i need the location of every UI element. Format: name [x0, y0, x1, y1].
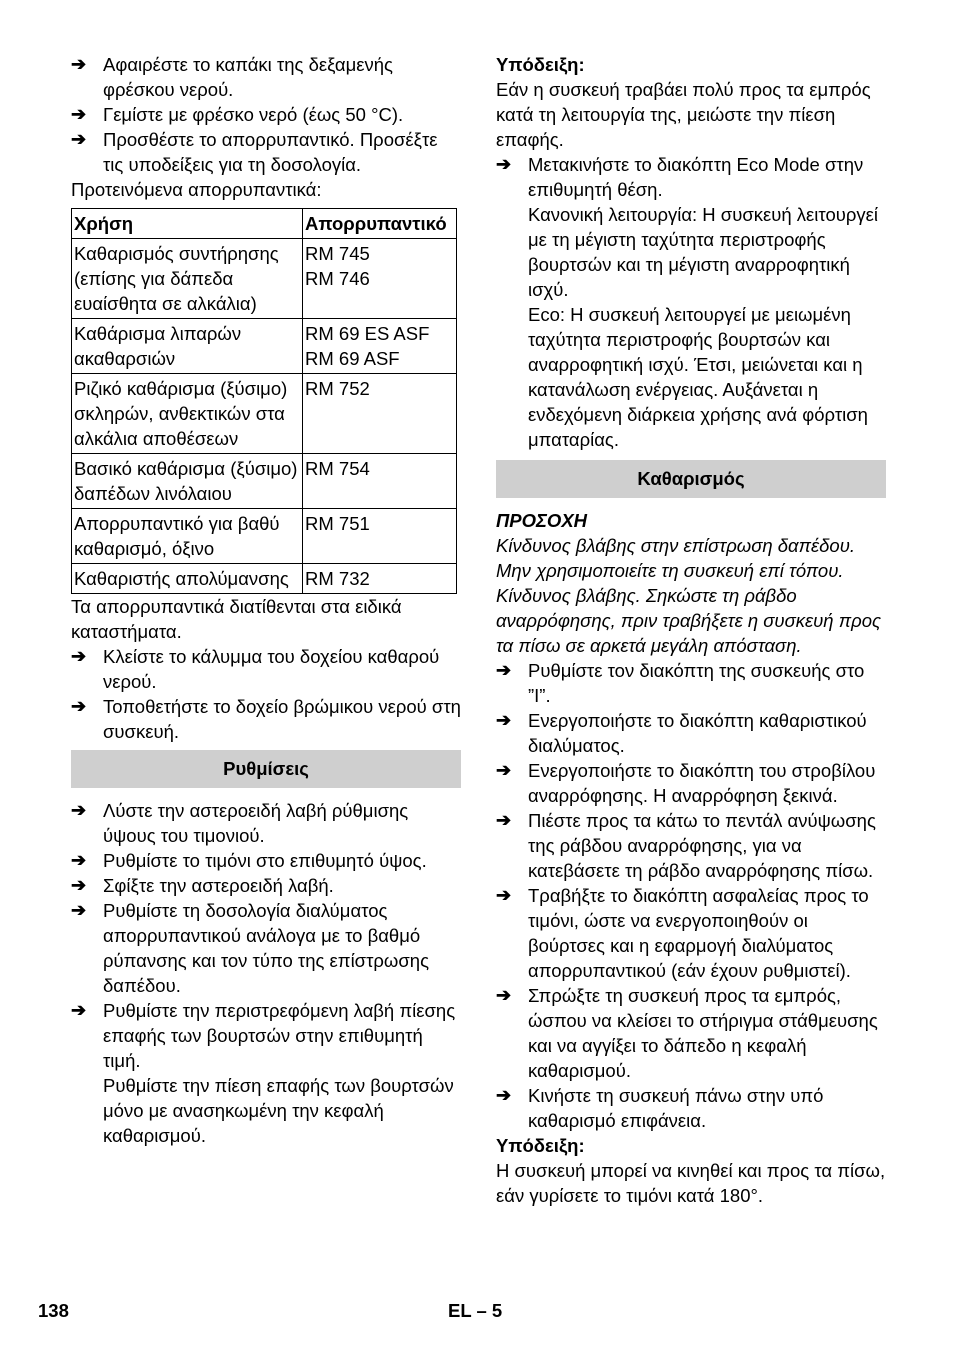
arrow-right-icon: ➔: [496, 985, 512, 1005]
cell-detergent: RM 752: [303, 374, 457, 454]
cleaning-heading: Καθαρισμός: [496, 460, 886, 498]
list-item: ➔ Κλείστε το κάλυμμα του δοχείου καθαρού νερού.: [71, 646, 440, 692]
arrow-right-icon: ➔: [71, 875, 87, 895]
list-item: ➔ Ρυθμίστε το τιμόνι στο επιθυμητό ύψος.: [71, 850, 427, 871]
eco-normal-mode: Κανονική λειτουργία: Η συσκευή λειτουργεί με τη μέγιστη ταχύτητα περιστροφής βουρτσών και τη μέγιστη αναρροφητική ισχύ.: [528, 204, 878, 300]
right-column: [496, 52, 886, 1208]
list-item: ➔ Κινήστε τη συσκευή πάνω στην υπό καθαρισμό επιφάνεια.: [496, 1085, 824, 1131]
cell-detergent: RM 745 RM 746: [303, 239, 457, 319]
list-item: ➔ Τραβήξτε το διακόπτη ασφαλείας προς το τιμόνι, ώστε να ενεργοποιηθούν οι βούρτσες και η εφαρμογή διαλύματος απορρυπαντικού (εάν έχουν ρυθμιστεί).: [496, 885, 869, 981]
availability-note: Τα απορρυπαντικά διατίθενται στα ειδικά καταστήματα.: [71, 596, 402, 642]
eco-mode: Eco: Η συσκευή λειτουργεί με μειωμένη ταχύτητα περιστροφής βουρτσών και αναρροφητική ισχύ. Έτσι, μειώνεται και η κατανάλωση ενέργειας. Αυξάνεται η ενδεχόμενη διάρκεια χρήσης ανά φόρτιση μπαταρίας.: [528, 304, 868, 450]
table-header-row: [72, 209, 457, 239]
arrow-right-icon: ➔: [496, 1085, 512, 1105]
settings-list: [71, 798, 461, 1148]
cell-usage: Ριζικό καθάρισμα (ξύσιμο) σκληρών, ανθεκτικών στα αλκάλια αποθέσεων: [72, 374, 303, 454]
bullet-list-top: [71, 52, 461, 177]
settings-heading: Ρυθμίσεις: [71, 750, 461, 788]
bullet-list-mid: [71, 644, 461, 744]
arrow-right-icon: ➔: [71, 646, 87, 666]
note-label: Υπόδειξη:: [496, 1135, 585, 1156]
table-row: [72, 374, 457, 454]
caution-text-2: Κίνδυνος βλάβης. Σηκώστε τη ράβδο αναρρόφησης, πριν τραβήξετε η συσκευή προς τα πίσω σε αρκετά μεγάλη απόσταση.: [496, 585, 881, 656]
caution-label: ΠΡΟΣΟΧΗ: [496, 510, 588, 531]
arrow-right-icon: ➔: [71, 1000, 87, 1020]
list-item: ➔ Σφίξτε την αστεροειδή λαβή.: [71, 875, 334, 896]
list-item: ➔ Ενεργοποιήστε το διακόπτη καθαριστικού διαλύματος.: [496, 710, 867, 756]
detergent-intro: Προτεινόμενα απορρυπαντικά:: [71, 179, 322, 200]
cell-detergent: RM 732: [303, 564, 457, 594]
list-item: ➔ Ενεργοποιήστε το διακόπτη του στροβίλου αναρρόφησης. Η αναρρόφηση ξεκινά.: [496, 760, 876, 806]
note-label: Υπόδειξη:: [496, 54, 585, 75]
list-item: ➔ Ρυθμίστε τον διακόπτη της συσκευής στο ”I”.: [496, 660, 865, 706]
cell-usage: Καθαριστής απολύμανσης: [72, 564, 303, 594]
cell-usage: Καθάρισμα λιπαρών ακαθαρσιών: [72, 319, 303, 374]
cell-detergent: RM 754: [303, 454, 457, 509]
arrow-right-icon: ➔: [496, 760, 512, 780]
list-item: ➔ Ρυθμίστε την περιστρεφόμενη λαβή πίεσης επαφής των βουρτσών στην επιθυμητή τιμή.: [71, 1000, 456, 1071]
caution-text-1: Κίνδυνος βλάβης στην επίστρωση δαπέδου. Μην χρησιμοποιείτε τη συσκευή επί τόπου.: [496, 535, 856, 581]
table-row: [72, 509, 457, 564]
arrow-right-icon: ➔: [496, 660, 512, 680]
cell-detergent: RM 69 ES ASF RM 69 ASF: [303, 319, 457, 374]
note-text: Η συσκευή μπορεί να κινηθεί και προς τα πίσω, εάν γυρίσετε το τιμόνι κατά 180°.: [496, 1160, 886, 1206]
arrow-right-icon: ➔: [496, 810, 512, 830]
list-item: ➔ Λύστε την αστεροειδή λαβή ρύθμισης ύψους του τιμονιού.: [71, 800, 409, 846]
list-item: ➔ Τοποθετήστε το δοχείο βρώμικου νερού στη συσκευή.: [71, 696, 461, 742]
arrow-right-icon: ➔: [71, 54, 87, 74]
note-text: Εάν η συσκευή τραβάει πολύ προς τα εμπρός κατά τη λειτουργία της, μειώστε την πίεση επαφής.: [496, 79, 871, 150]
list-item: ➔ Πιέστε προς τα κάτω το πεντάλ ανύψωσης της ράβδου αναρρόφησης, για να κατεβάσετε τη ράβδο αναρρόφησης πίσω.: [496, 810, 876, 881]
list-item: ➔ Προσθέστε το απορρυπαντικό. Προσέξτε τις υποδείξεις για τη δοσολογία.: [71, 129, 438, 175]
settings-note: Ρυθμίστε την πίεση επαφής των βουρτσών μόνο με ανασηκωμένη την κεφαλή καθαρισμού.: [103, 1075, 454, 1146]
table-row: [72, 564, 457, 594]
table-row: [72, 239, 457, 319]
list-item: ➔ Αφαιρέστε το καπάκι της δεξαμενής φρέσκου νερού.: [71, 54, 393, 100]
arrow-right-icon: ➔: [71, 850, 87, 870]
table-row: [72, 454, 457, 509]
header-detergent: Απορρυπαντικό: [303, 209, 457, 239]
cell-usage: Απορρυπαντικό για βαθύ καθαρισμό, όξινο: [72, 509, 303, 564]
list-item: ➔ Γεμίστε με φρέσκο νερό (έως 50 °C).: [71, 104, 404, 125]
detergent-table: [71, 208, 457, 594]
list-item: ➔ Σπρώξτε τη συσκευή προς τα εμπρός, ώσπου να κλείσει το στήριγμα στάθμευσης και να αγγίξει το δάπεδο η κεφαλή καθαρισμού.: [496, 985, 878, 1081]
table-row: [72, 319, 457, 374]
cleaning-list: [496, 658, 886, 1133]
page-number: 138: [38, 1300, 69, 1321]
cell-usage: Καθαρισμός συντήρησης (επίσης για δάπεδα ευαίσθητα σε αλκάλια): [72, 239, 303, 319]
arrow-right-icon: ➔: [71, 696, 87, 716]
arrow-right-icon: ➔: [496, 710, 512, 730]
arrow-right-icon: ➔: [71, 800, 87, 820]
cell-detergent: RM 751: [303, 509, 457, 564]
list-item: ➔ Ρυθμίστε τη δοσολογία διαλύματος απορρυπαντικού ανάλογα με το βαθμό ρύπανσης και τον τύπο της επίστρωσης δαπέδου.: [71, 900, 429, 996]
arrow-right-icon: ➔: [496, 885, 512, 905]
footer-section: EL – 5: [448, 1300, 503, 1321]
header-usage: Χρήση: [72, 209, 303, 239]
arrow-right-icon: ➔: [71, 129, 87, 149]
arrow-right-icon: ➔: [496, 154, 512, 174]
cell-usage: Βασικό καθάρισμα (ξύσιμο) δαπέδων λινόλαιου: [72, 454, 303, 509]
list-item: ➔ Μετακινήστε το διακόπτη Eco Mode στην επιθυμητή θέση.: [496, 154, 864, 200]
arrow-right-icon: ➔: [71, 104, 87, 124]
arrow-right-icon: ➔: [71, 900, 87, 920]
left-column: [71, 52, 461, 1148]
